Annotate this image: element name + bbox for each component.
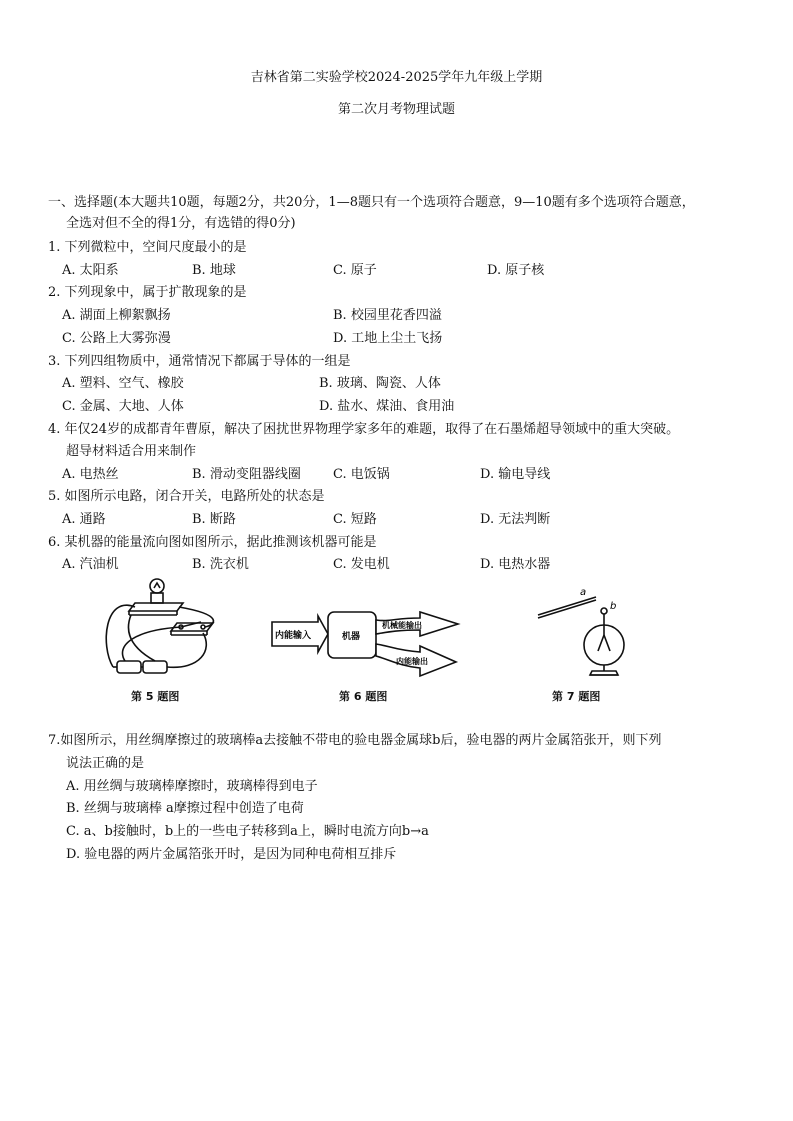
question-4-stem: 4. 年仅24岁的成都青年曹原，解决了困扰世界物理学家多年的难题，取得了在石墨烯超导领域中的重大突破。 xyxy=(48,422,680,437)
figure-7-label-b: b xyxy=(610,601,617,612)
question-6-stem: 6. 某机器的能量流向图如图所示，据此推测该机器可能是 xyxy=(48,535,377,550)
question-7-stem: 7.如图所示，用丝绸摩擦过的玻璃棒a去接触不带电的验电器金属球b后，验电器的两片金属箔张开，则下列 xyxy=(48,733,662,748)
question-7-stem-cont: 说法正确的是 xyxy=(66,756,145,771)
figure-6-energy-flow-diagram xyxy=(270,600,465,680)
question-3-option-b: B. 玻璃、陶瓷、人体 xyxy=(319,376,441,391)
question-3-option-c: C. 金属、大地、人体 xyxy=(62,399,184,414)
question-6-option-a: A. 汽油机 xyxy=(62,557,119,572)
question-1-option-c: C. 原子 xyxy=(333,263,377,278)
question-5-option-a: A. 通路 xyxy=(62,512,106,527)
question-4-option-d: D. 输电导线 xyxy=(480,467,551,482)
question-4-stem-cont: 超导材料适合用来制作 xyxy=(66,444,197,459)
figure-6-machine-label: 机器 xyxy=(342,632,361,642)
question-7-option-d: D. 验电器的两片金属箔张开时，是因为同种电荷相互排斥 xyxy=(66,847,397,862)
question-2-option-a: A. 湖面上柳絮飘扬 xyxy=(62,308,171,323)
figure-7-caption: 第 7 题图 xyxy=(552,690,601,703)
exam-title-line2: 第二次月考物理试题 xyxy=(337,102,455,117)
figure-5-circuit-diagram xyxy=(95,575,235,685)
question-5-option-b: B. 断路 xyxy=(192,512,236,527)
figure-7-electroscope-diagram xyxy=(530,585,660,685)
question-1-option-b: B. 地球 xyxy=(192,263,236,278)
question-5-stem: 5. 如图所示电路，闭合开关，电路所处的状态是 xyxy=(48,489,325,504)
question-2-stem: 2. 下列现象中，属于扩散现象的是 xyxy=(48,285,247,300)
question-3-stem: 3. 下列四组物质中，通常情况下都属于导体的一组是 xyxy=(48,354,351,369)
question-6-option-d: D. 电热水器 xyxy=(480,557,551,572)
question-3-option-d: D. 盐水、煤油、食用油 xyxy=(319,399,455,414)
question-3-option-a: A. 塑料、空气、橡胶 xyxy=(62,376,184,391)
figure-6-output2-label: 内能输出 xyxy=(396,657,428,666)
question-7-option-b: B. 丝绸与玻璃棒 a摩擦过程中创造了电荷 xyxy=(66,801,304,816)
question-4-option-b: B. 滑动变阻器线圈 xyxy=(192,467,301,482)
question-4-option-c: C. 电饭锅 xyxy=(333,467,390,482)
question-2-option-c: C. 公路上大雾弥漫 xyxy=(62,331,171,346)
question-1-stem: 1. 下列微粒中，空间尺度最小的是 xyxy=(48,240,247,255)
figure-6-caption: 第 6 题图 xyxy=(339,690,388,703)
section-heading: 一、选择题(本大题共10题，每题2分，共20分，1—8题只有一个选项符合题意，9—10题有多个选项符合题意， xyxy=(48,195,695,210)
question-6-option-b: B. 洗衣机 xyxy=(192,557,249,572)
section-heading-cont: 全选对但不全的得1分，有选错的得0分) xyxy=(66,216,296,231)
question-1-option-d: D. 原子核 xyxy=(487,263,545,278)
question-1-option-a: A. 太阳系 xyxy=(62,263,119,278)
question-7-option-c: C. a、b接触时，b上的一些电子转移到a上，瞬时电流方向b→a xyxy=(66,824,429,839)
figure-6-output1-label: 机械能输出 xyxy=(382,621,422,630)
question-7-option-a: A. 用丝绸与玻璃棒摩擦时，玻璃棒得到电子 xyxy=(66,779,318,794)
question-6-option-c: C. 发电机 xyxy=(333,557,390,572)
exam-title-line1: 吉林省第二实验学校2024-2025学年九年级上学期 xyxy=(250,70,543,85)
question-4-option-a: A. 电热丝 xyxy=(62,467,119,482)
figure-6-input-label: 内能输入 xyxy=(275,631,312,641)
question-5-option-d: D. 无法判断 xyxy=(480,512,551,527)
question-5-option-c: C. 短路 xyxy=(333,512,377,527)
figure-5-caption: 第 5 题图 xyxy=(131,690,180,703)
question-2-option-d: D. 工地上尘土飞扬 xyxy=(333,331,443,346)
question-2-option-b: B. 校园里花香四溢 xyxy=(333,308,442,323)
figure-7-label-a: a xyxy=(580,587,587,598)
